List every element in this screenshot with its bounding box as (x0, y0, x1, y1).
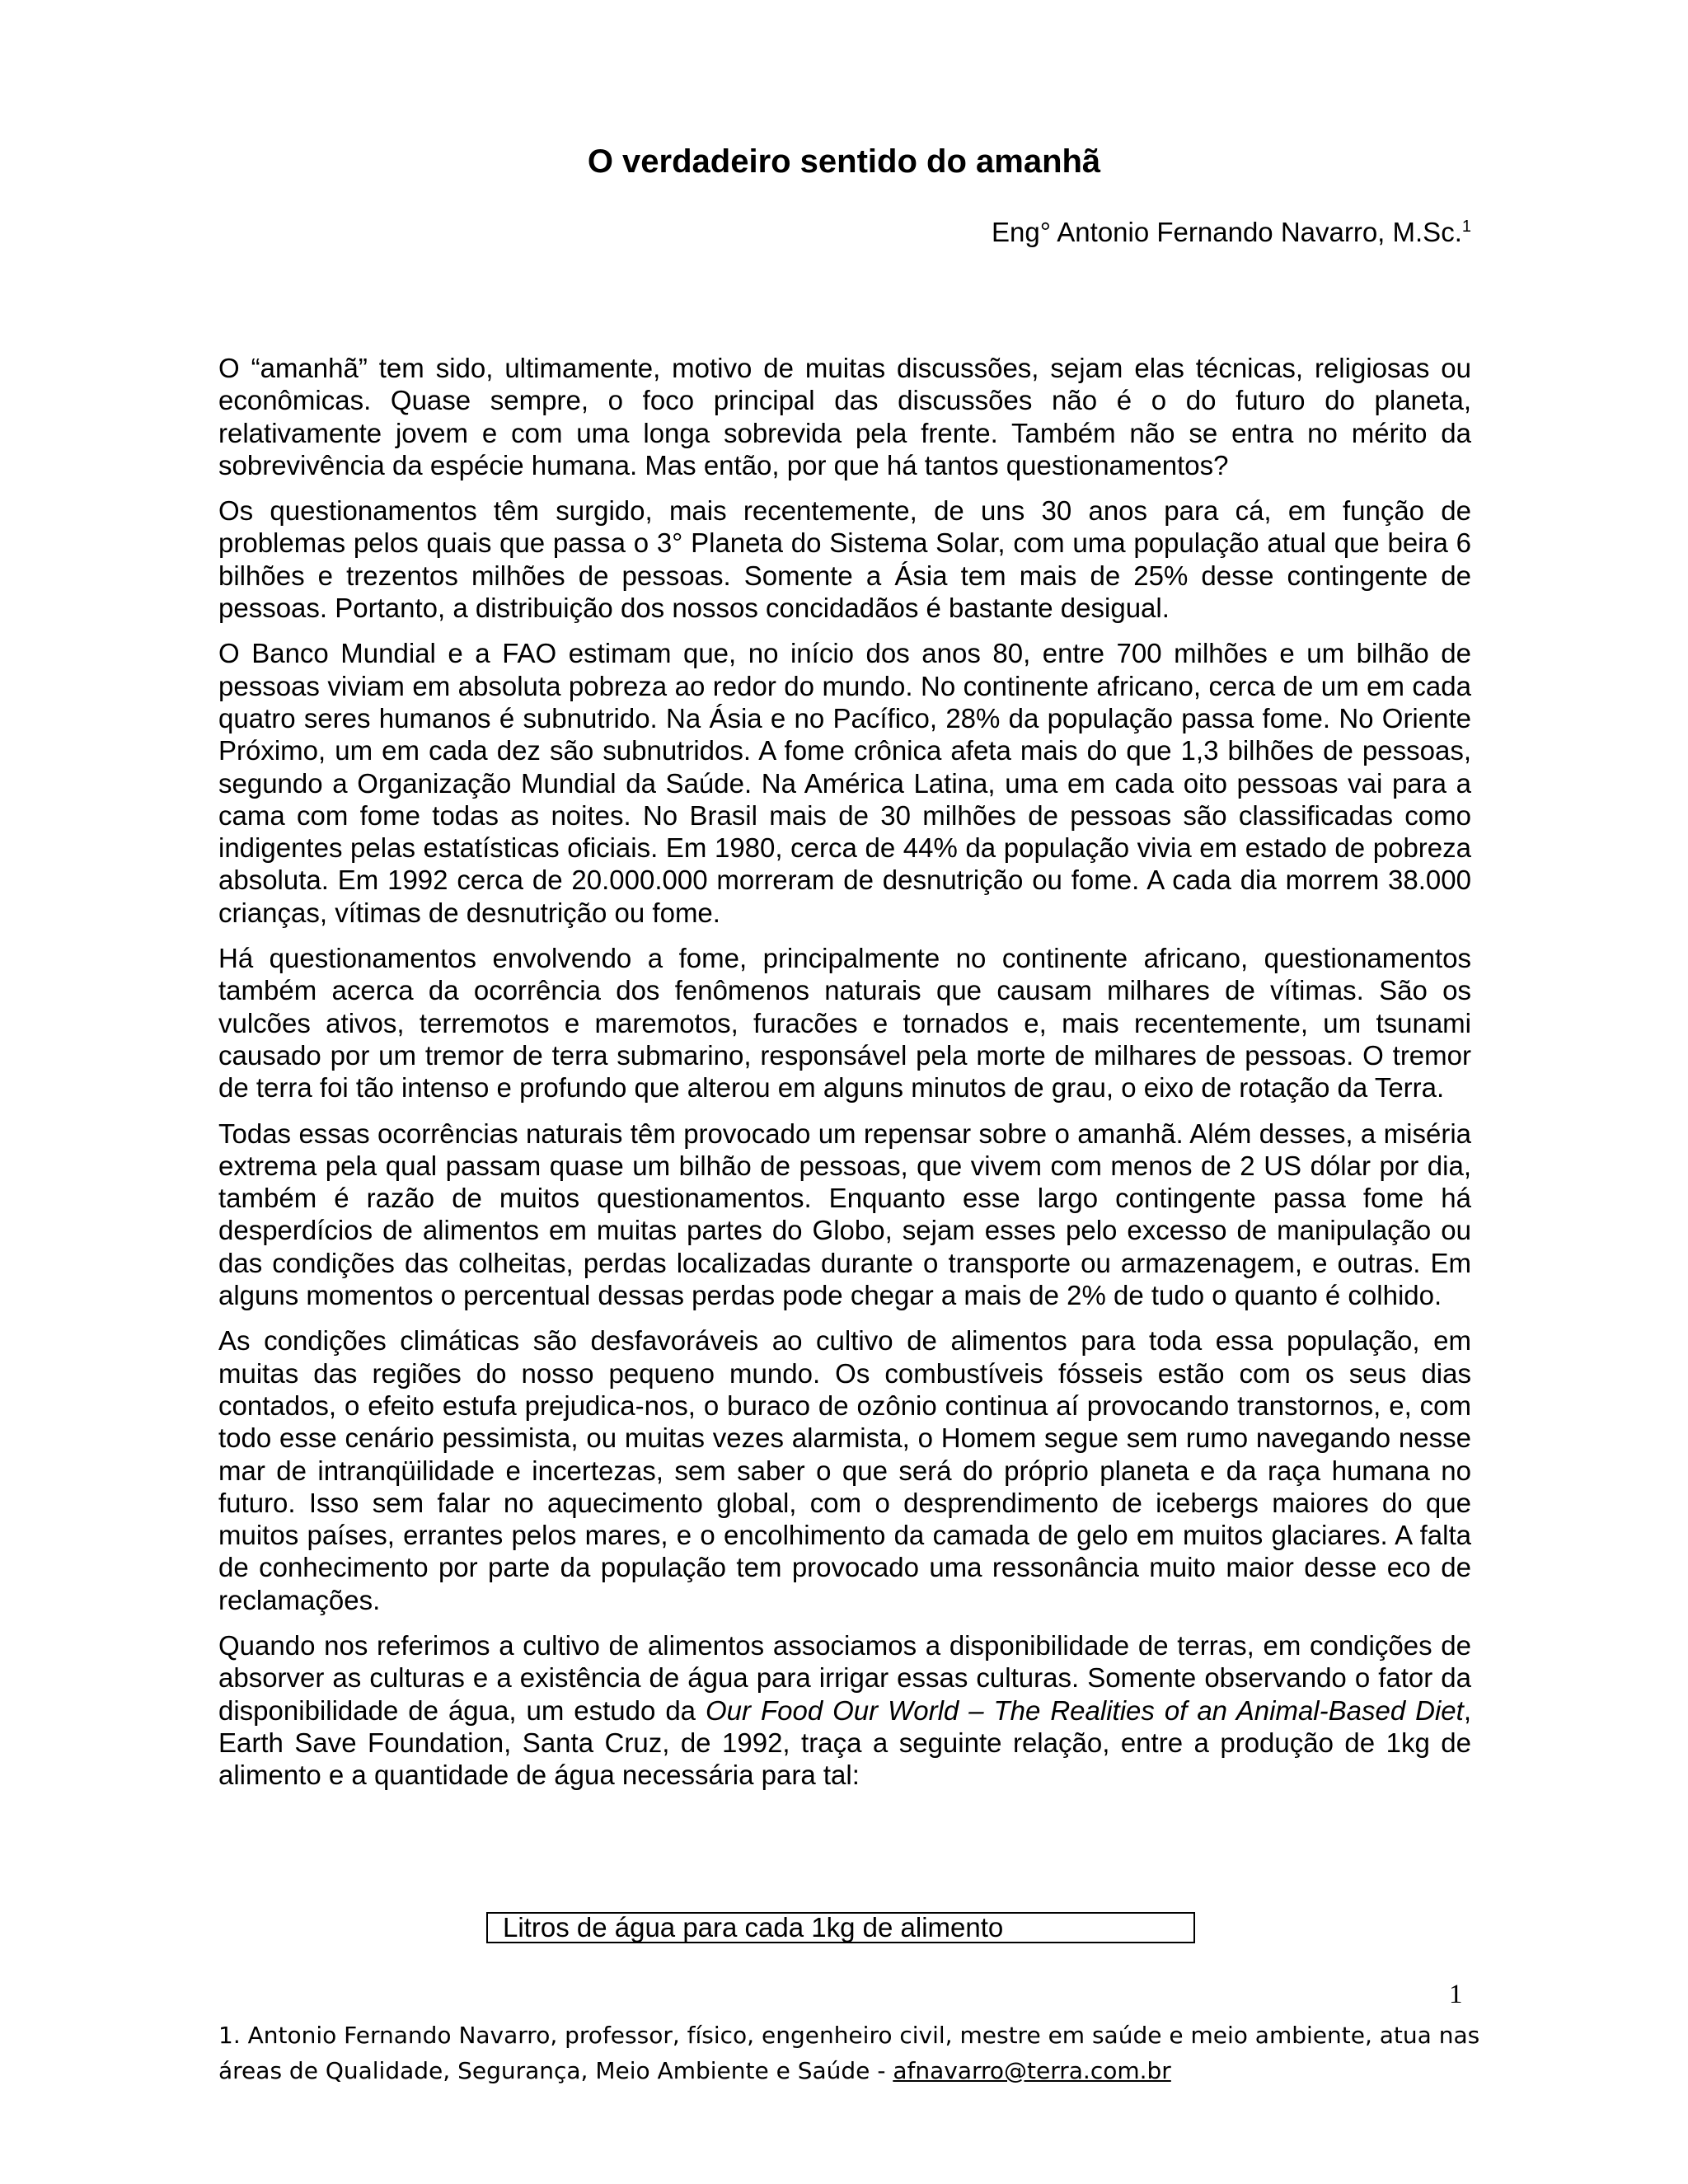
paragraph: As condições climáticas são desfavoráveis ao cultivo de alimentos para toda essa população, em muitas das regiões do nosso pequeno mundo. Os combustíveis fósseis estão com os seus dias contados, o efeito estufa prejudica-nos, o buraco de ozônio continua aí provocando transtornos, e, com todo esse cenário pessimista, ou muitas vezes alarmista, o Homem segue sem rumo navegando nesse mar de intranqüilidade e incertezas, sem saber o que será do próprio planeta e da raça humana no futuro. Isso sem falar no aquecimento global, com o desprendimento de icebergs maiores do que muitos países, errantes pelos mares, e o encolhimento da camada de gelo em muitos glaciares. A falta de conhecimento por parte da população tem provocado uma ressonância muito maior desse eco de reclamações. (218, 1325, 1471, 1615)
table-header-box: Litros de água para cada 1kg de alimento (486, 1912, 1195, 1943)
paragraph: Todas essas ocorrências naturais têm provocado um repensar sobre o amanhã. Além desses, a miséria extrema pela qual passam quase um bilhão de pessoas, que vivem com menos de 2 US dólar por dia, também é razão de muitos questionamentos. Enquanto esse largo contingente passa fome há desperdícios de alimentos em muitas partes do Globo, sejam esses pelo excesso de manipulação ou das condições das colheitas, perdas localizadas durante o transporte ou armazenagem, e outras. Em alguns momentos o percentual dessas perdas pode chegar a mais de 2% de tudo o quanto é colhido. (218, 1118, 1471, 1311)
paragraph: O “amanhã” tem sido, ultimamente, motivo de muitas discussões, sejam elas técnicas, religiosas ou econômicas. Quase sempre, o foco principal das discussões não é o do futuro do planeta, relativamente jovem e com uma longa sobrevida pela frente. Também não se entra no mérito da sobrevivência da espécie humana. Mas então, por que há tantos questionamentos? (218, 353, 1471, 480)
footnote-text: 1. Antonio Fernando Navarro, professor, físico, engenheiro civil, mestre em saúde e meio ambiente, atua nas áreas de Qualidade, Segurança, Meio Ambiente e Saúde - (218, 2022, 1480, 2084)
author-footnote-mark: 1 (1461, 218, 1471, 236)
paragraph-text: , Earth Save Foundation, Santa Cruz, de 1992, traça a seguinte relação, entre a produção de 1kg de alimento e a quantidade de água necessária para tal: (218, 1694, 1472, 1791)
study-title: Our Food Our World – The Realities of an Animal-Based Diet (705, 1694, 1464, 1726)
paragraph: O Banco Mundial e a FAO estimam que, no início dos anos 80, entre 700 milhões e um bilhão de pessoas viviam em absoluta pobreza ao redor do mundo. No continente africano, cerca de um em cada quatro seres humanos é subnutrido. Na Ásia e no Pacífico, 28% da população passa fome. No Oriente Próximo, um em cada dez são subnutridos. A fome crônica afeta mais do que 1,3 bilhões de pessoas, segundo a Organização Mundial da Saúde. Na América Latina, uma em cada oito pessoas vai para a cama com fome todas as noites. No Brasil mais de 30 milhões de pessoas são classificadas como indigentes pelas estatísticas oficiais. Em 1980, cerca de 44% da população vivia em estado de pobreza absoluta. Em 1992 cerca de 20.000.000 morreram de desnutrição ou fome. A cada dia morrem 38.000 crianças, vítimas de desnutrição ou fome. (218, 638, 1471, 928)
page-title: O verdadeiro sentido do amanhã (587, 143, 1101, 180)
paragraph: Os questionamentos têm surgido, mais recentemente, de uns 30 anos para cá, em função de problemas pelos quais que passa o 3° Planeta do Sistema Solar, com uma população atual que beira 6 bilhões e trezentos milhões de pessoas. Somente a Ásia tem mais de 25% desse contingente de pessoas. Portanto, a distribuição dos nossos concidadãos é bastante desigual. (218, 495, 1471, 624)
paragraph-water-study (218, 1629, 1471, 1791)
page-number: 1 (1449, 1980, 1463, 2009)
author-line (992, 216, 1471, 249)
footnote-email-link[interactable]: afnavarro@terra.com.br (893, 2057, 1171, 2084)
article-body (218, 352, 1471, 1804)
paragraph: Há questionamentos envolvendo a fome, principalmente no continente africano, questionamentos também acerca da ocorrência dos fenômenos naturais que causam milhares de vítimas. São os vulcões ativos, terremotos e maremotos, furacões e tornados e, mais recentemente, um tsunami causado por um tremor de terra submarino, responsável pela morte de milhares de pessoas. O tremor de terra foi tão intenso e profundo que alterou em alguns minutos de grau, o eixo de rotação da Terra. (218, 943, 1471, 1104)
footnote (218, 2018, 1504, 2088)
paragraph-text: Quando nos referimos a cultivo de alimentos associamos a disponibilidade de terras, em condições de absorver as culturas e a existência de água para irrigar essas culturas. Somente observando o fator da disponibilidade de água, um estudo da (218, 1629, 1471, 1726)
author-name: Eng° Antonio Fernando Navarro, M.Sc. (992, 217, 1462, 247)
